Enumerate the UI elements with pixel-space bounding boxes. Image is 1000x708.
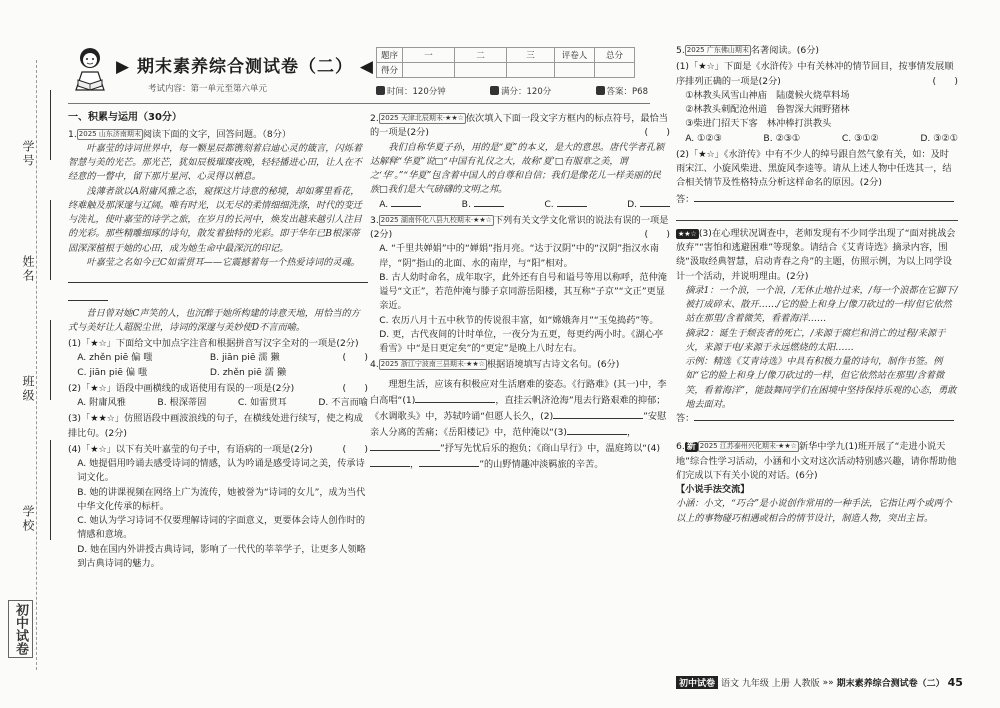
- question-4-body: 理想生活，应该有积极应对生活磨难的姿态。《行路难》(其一)中，李白高唱“(1) ，直挂云帆济沧海”甩去行路艰难的抑郁；《水调歌头》中，苏轼吟诵“但愿人长久，(2) ”安慰亲人分离的苦痛；《岳阳楼记》中，范仲淹以“(3) ，”抒写先忧后乐的抱负；《商山早行》中，温庭筠以“(4)， ”的山野情趣冲淡羁旅的辛苦。: [370, 378, 667, 470]
- page-number: 45: [947, 676, 963, 689]
- question-1-4: (4)「★☆」以下有关叶嘉莹的句子中，有语病的一项是(2分) ( ): [68, 443, 368, 455]
- column-middle: [370, 110, 670, 473]
- question-6-header: 6. 新 2025 江苏泰州兴化期末·★★☆ 新华中学九(1)班开展了“走进小说天地”综合性学习活动，小涵和小文对这次活动特别感兴趣，请你帮助他们完成以下有关小说的对话。(6分): [676, 441, 957, 481]
- option-b[interactable]: B. jiān piē 濡 獭: [209, 352, 280, 364]
- clock-icon: [376, 86, 385, 95]
- answer-label: 答：: [676, 413, 695, 424]
- column-right: [676, 42, 958, 526]
- answer-label: 答：: [676, 193, 695, 205]
- binding-sidebar: [0, 0, 58, 708]
- question-1-2: (2)「★☆」语段中画横线的成语使用有误的一项是(2分) ( ): [68, 382, 368, 394]
- score-header-cell: 评卷人: [555, 48, 595, 63]
- page-title: ▶ 期末素养综合测试卷（二） ◀: [116, 57, 374, 77]
- answer-blank[interactable]: [553, 418, 643, 419]
- options: [370, 198, 670, 212]
- exam-scope: 考试内容：第一单元至第六单元: [148, 84, 268, 94]
- plot-item: ②林教头刺配沧州道 鲁智深大闹野猪林: [685, 104, 850, 115]
- excerpt-2: 摘录2：诞生于颓丧者的死亡，/来源于腐烂和消亡的过程/来源于火，来源于电/来源于永远燃烧的太阳……: [685, 327, 946, 353]
- source-tag: 2025 山东济南期末: [78, 129, 141, 138]
- plot-item: ③柴进门招天下客 林冲棒打洪教头: [685, 118, 832, 130]
- question-1-3: (3)「★★☆」仿照语段中画波浪线的句子，在横线处进行续写，使之构成排比句。(2分): [68, 413, 363, 439]
- question-3-header: 3. 2025 湖南怀化八县九校期末·★★☆ 下列有关文学文化常识的说法有误的一项是(2分) ( ): [370, 214, 670, 240]
- school-label: 学校: [21, 505, 35, 533]
- footer-arrow-icon: »»: [822, 677, 834, 688]
- option-d[interactable]: D. 更，古代夜间的计时单位，一夜分为五更，每更约两小时。《湖心亭看雪》中“是日更定矣”的“更定”是晚上八时左右。: [379, 328, 664, 354]
- title-arrow-right-icon: ◀: [353, 57, 374, 77]
- score-table: [376, 47, 635, 78]
- option-a[interactable]: A. 她提倡用吟诵去感受诗词的情感，认为吟诵是感受诗词之美，传承诗词文化。: [77, 458, 365, 484]
- school-field[interactable]: [50, 440, 51, 540]
- question-1-1: (1)「★☆」下面给文中加点字注音和根据拼音写汉字全对的一项是(2分) ( ): [68, 338, 368, 364]
- question-5-1: (1)「★☆」下面是《水浒传》中有关林冲的情节回目，按事情发展顺序排列正确的一项是(2分) ( ): [676, 61, 958, 87]
- score-cell[interactable]: [403, 63, 455, 78]
- score-row-label: 得分: [377, 63, 403, 78]
- option-c[interactable]: C. 她认为学习诗词不仅要理解诗词的字面意义，更要体会诗人创作时的情感和意境。: [77, 515, 366, 541]
- name-label: 姓名: [21, 255, 35, 283]
- score-info: 满分：120分: [490, 85, 551, 97]
- student-id-label: 学号: [21, 140, 35, 168]
- new-badge: 新: [686, 442, 696, 453]
- footer-subject: 语文 九年级 上册 人教版: [721, 679, 820, 689]
- option-c[interactable]: C. ③①②: [841, 132, 879, 144]
- options: [68, 351, 342, 380]
- reading-girl-icon: [68, 44, 112, 94]
- option-b[interactable]: B. 她的讲课视频在网络上广为流传，她被誉为“诗词的女儿”，成为当代中华文化传承的标杆。: [77, 486, 366, 512]
- option-c[interactable]: C. 农历八月十五中秋节的传说很丰富，如“嫦娥奔月”“玉兔捣药”等。: [379, 314, 659, 326]
- option-d[interactable]: D. 不言而喻: [318, 397, 368, 408]
- score-cell[interactable]: [555, 63, 595, 78]
- option-b[interactable]: B. 根深蒂固: [157, 397, 207, 408]
- title-block: [68, 44, 373, 99]
- footer-badge: 初中试卷: [676, 676, 718, 689]
- option-b[interactable]: B. 古人幼时命名，成年取字，此外还有自号和谥号等用以称呼，范仲淹谥号“文正”，若范仲淹与滕子京同游岳阳楼，其互称“子京”“文正”更显亲近。: [379, 271, 667, 312]
- option-d[interactable]: D. zhěn piē 濡 獭: [209, 366, 287, 378]
- student-id-field[interactable]: [50, 90, 51, 160]
- answer-line[interactable]: [676, 207, 958, 221]
- plot-item: ①林教头风雪山神庙 陆虞候火烧草料场: [685, 89, 850, 101]
- name-field[interactable]: [50, 200, 51, 280]
- source-tag: 2025 江苏泰州兴化期末·★★☆: [699, 442, 797, 451]
- options: [68, 396, 368, 410]
- passage-paragraph: 叶嘉莹的诗词世界中，每一颗星辰都镌刻着启迪心灵的箴言，闪烁着智慧与美的光芒。那光芒，犹如辰极璀璨夜晚，轻轻播进心田，让人在不经意的一瞥中，留下那片星河、心灵得以栖息。: [68, 142, 363, 183]
- dialogue-text: 小涵：小文，“巧合”是小说创作常用的一种手法，它指让两个或两个以上的事物碰巧相遇或相合的情节设计，制造人物，突出主旨。: [676, 498, 952, 524]
- question-2-header: 2. 2025 天津北辰期末·★★☆ 依次填入下面一段文字方框内的标点符号，最恰当的一项是(2分) ( ): [370, 113, 670, 139]
- column-left: [68, 110, 368, 571]
- score-cell[interactable]: [507, 63, 555, 78]
- score-cell[interactable]: [595, 63, 635, 78]
- option-c[interactable]: C.: [544, 198, 586, 212]
- score-cell[interactable]: [455, 63, 507, 78]
- passage-paragraph: 我们自称华夏子孙，用的是“夏”的本义，是大的意思。唐代学者孔颖达解释“华夏”说□“中国有礼仪之大，故称‘夏’□有服章之美，谓之‘华’。”“华夏”包含着中国人的自尊和自信；我们是像花儿一样美丽的民族□我们是大气磅礴的文明之邦。: [370, 141, 665, 196]
- option-c[interactable]: C. 如雷贯耳: [237, 397, 287, 408]
- source-tag: 2025 天津北辰期末·★★☆: [380, 114, 464, 122]
- score-header-cell: 二: [455, 48, 507, 63]
- excerpt-1: 摘录1：一个浪，一个浪，/无休止地扑过来，/每一个浪都在它脚下/被打成碎末、散开……/它的脸上和身上/像刀砍过的一样/但它依然站在那里/含着微笑，看着海洋……: [685, 284, 958, 325]
- options: [676, 132, 958, 146]
- answer-blank[interactable]: [567, 434, 627, 435]
- answer-blank[interactable]: [419, 466, 479, 467]
- option-a[interactable]: A. ①②③: [685, 132, 722, 144]
- option-c[interactable]: C. jiān piē 偏 嗤: [77, 366, 148, 378]
- score-icon: [490, 86, 499, 95]
- passage-paragraph: 叶嘉莹之名如今已C如雷贯耳——它震撼着每一个热爱诗词的灵魂。: [86, 256, 360, 268]
- class-label: 班级: [21, 375, 35, 403]
- subsection-heading: 【小说手法交流】: [676, 484, 750, 495]
- title-arrow-left-icon: ▶: [116, 57, 137, 77]
- score-header-cell: 三: [507, 48, 555, 63]
- answer-info: 答案：P68: [596, 85, 648, 97]
- difficulty-badge: ★★☆: [678, 229, 697, 238]
- score-header-cell: 总分: [595, 48, 635, 63]
- page-footer: [676, 676, 961, 689]
- class-field[interactable]: [50, 320, 51, 400]
- footer-title: 期末素养综合测试卷（二）: [836, 679, 945, 689]
- option-b[interactable]: B.: [462, 198, 504, 212]
- passage-paragraph: 昔日曾对她C声笑的人，也沉醉于她所构建的诗意天地，用恰当的方式与美好让人超脱尘世，诗词的深邃与美妙使D不言而喻。: [68, 307, 360, 333]
- answer-area[interactable]: [676, 412, 958, 426]
- question-5-header: 5. 2025 广东佛山期末 名著阅读。(6分): [676, 45, 819, 56]
- option-a[interactable]: A. 附庸风雅: [77, 397, 126, 408]
- option-a[interactable]: A.: [379, 198, 421, 212]
- option-a[interactable]: A. zhěn piē 偏 嗤: [77, 352, 153, 364]
- question-1-header: 1. 2025 山东济南期末 阅读下面的文字，回答问题。（8分）: [68, 128, 292, 140]
- continuation-blanks[interactable]: [68, 270, 368, 307]
- source-tag: 2025 广东佛山期末: [686, 46, 749, 54]
- option-d[interactable]: D. ③②①: [920, 132, 958, 144]
- answer-area[interactable]: [676, 193, 958, 221]
- time-info: 时间：120分钟: [376, 85, 446, 97]
- header-divider: [68, 103, 650, 104]
- source-tag: 2025 湖南怀化八县九校期末·★★☆: [380, 215, 492, 224]
- answer-icon: [596, 86, 605, 95]
- question-5-2: (2)「★☆」《水浒传》中有不少人的绰号跟自然气象有关，如：及时雨宋江、小旋风柴进、黑旋风李逵等。请从上述人物中任选其一，结合相关情节及性格特点分析这样命名的原因。(2分): [676, 148, 952, 189]
- question-4-header: 4. 2025 浙江宁波南三县期末·★★☆ 根据语境填写古诗文名句。(6分): [370, 359, 620, 371]
- answer-blank[interactable]: [415, 402, 495, 403]
- score-header-cell: 题序: [377, 48, 403, 63]
- example-text: 示例：精选《艾青诗选》中具有积极力量的诗句，制作书签。例如“它的脸上和身上/像刀砍过的一样，但它依然站在那里/含着微笑，看着海洋”，能鼓舞同学们在困境中坚持保持乐观的心态，勇敢地去面对。: [685, 356, 957, 410]
- option-d[interactable]: D. 她在国内外讲授古典诗词，影响了一代代的莘莘学子，让更多人领略到古典诗词的魅力。: [77, 543, 366, 569]
- question-5-3: ★★☆ (3)在心理状况调查中，老师发现有不少同学出现了“面对挑战会放弃”“害怕和逃避困难”等现象。请结合《艾青诗选》摘录内容，围绕“汲取经典智慧，启动青春之舟”的主题，仿照示例，为以上同学设计一个活动，并说明理由。(2分): [676, 227, 956, 282]
- publisher-logo: 初中试卷: [8, 600, 33, 658]
- exam-meta: [376, 85, 648, 97]
- answer-blank[interactable]: [370, 450, 440, 451]
- answer-blank[interactable]: [370, 466, 410, 467]
- passage-paragraph: 浅薄者欲以A附庸风雅之态，窥探这片诗意的秘境，却如雾里看花，终难触及那深邃与辽阔。唯有时光，以无尽的柔情细细洗涤，时代的变迁与洗礼，使叶嘉莹的诗学之旅，在岁月的长河中，焕发出越来越引人注目的光彩。那些精雕细琢的诗句，散发着独特的光彩。即于华年已B根深蒂固深深植根于她的心田，成为她生命中最深沉的印记。: [68, 185, 362, 254]
- option-d[interactable]: D.: [627, 198, 670, 212]
- section-heading: 一、积累与运用（30分）: [68, 112, 182, 123]
- score-header-cell: 一: [403, 48, 455, 63]
- source-tag: 2025 浙江宁波南三县期末·★★☆: [380, 360, 485, 369]
- option-a[interactable]: A. “千里共婵娟”中的“婵娟”指月亮。“达于汉阴”中的“汉阴”指汉水南岸，“阴”指山的北面、水的南岸，与“阳”相对。: [379, 243, 659, 269]
- option-b[interactable]: B. ②③①: [763, 132, 801, 144]
